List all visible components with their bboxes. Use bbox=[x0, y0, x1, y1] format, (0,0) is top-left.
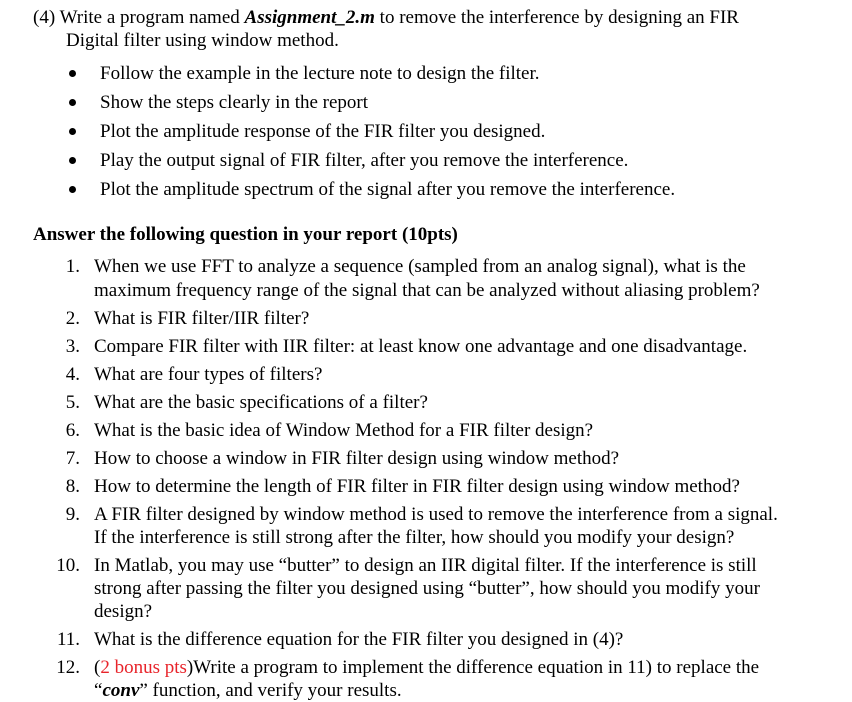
bullet-item: Show the steps clearly in the report bbox=[100, 92, 369, 113]
bonus-close-paren: ) bbox=[186, 657, 194, 678]
bullet-item: Play the output signal of FIR filter, after you remove the interference. bbox=[100, 150, 629, 171]
bullet-dot bbox=[69, 99, 76, 106]
question-number: 7. bbox=[65, 448, 80, 469]
code-function-name: conv bbox=[102, 680, 140, 701]
open-quote: “ bbox=[94, 680, 103, 701]
question-text: A FIR filter designed by window method is used to remove the interference from a signal. bbox=[94, 504, 778, 525]
question-text: What are four types of filters? bbox=[94, 364, 323, 385]
bonus-open-paren: ( bbox=[94, 657, 101, 678]
bullet-dot bbox=[69, 70, 76, 77]
bullet-item: Plot the amplitude spectrum of the signal after you remove the interference. bbox=[100, 179, 676, 200]
question-number: 3. bbox=[65, 336, 80, 357]
question-text: If the interference is still strong after the filter, how should you modify your design? bbox=[94, 527, 735, 548]
question-text: What is the difference equation for the FIR filter you designed in (4)? bbox=[94, 629, 624, 650]
task-filename: Assignment_2.m bbox=[244, 7, 375, 28]
question-text: What are the basic specifications of a filter? bbox=[94, 392, 428, 413]
task-line-1 bbox=[33, 7, 739, 29]
question-number: 2. bbox=[65, 308, 80, 329]
question-number: 9. bbox=[65, 504, 80, 525]
bonus-points-label: 2 bonus pts bbox=[100, 657, 187, 678]
question-text-bonus bbox=[94, 657, 759, 679]
question-number: 10. bbox=[56, 555, 80, 576]
question-number: 5. bbox=[65, 392, 80, 413]
question-number: 1. bbox=[65, 256, 80, 277]
task-number: (4) bbox=[33, 7, 56, 28]
question-text: What is FIR filter/IIR filter? bbox=[94, 308, 310, 329]
question-text: strong after passing the filter you designed using “butter”, how should you modify your bbox=[94, 578, 760, 599]
question-number: 4. bbox=[65, 364, 80, 385]
task-line-2: Digital filter using window method. bbox=[66, 30, 339, 51]
bullet-item: Follow the example in the lecture note to design the filter. bbox=[100, 63, 540, 84]
task-text-suffix: to remove the interference by designing an FIR bbox=[374, 7, 739, 28]
question-text: ” function, and verify your results. bbox=[139, 680, 402, 701]
question-text: In Matlab, you may use “butter” to design an IIR digital filter. If the interference is still bbox=[94, 555, 757, 576]
question-text: Write a program to implement the difference equation in 11) to replace the bbox=[193, 657, 760, 678]
bullet-dot bbox=[69, 186, 76, 193]
task-text-prefix: Write a program named bbox=[59, 7, 245, 28]
question-text: maximum frequency range of the signal that can be analyzed without aliasing problem? bbox=[94, 280, 760, 301]
bullet-dot bbox=[69, 128, 76, 135]
question-text: How to choose a window in FIR filter design using window method? bbox=[94, 448, 620, 469]
section-heading: Answer the following question in your report (10pts) bbox=[33, 224, 458, 245]
question-number: 6. bbox=[65, 420, 80, 441]
bullet-dot bbox=[69, 157, 76, 164]
question-text-code bbox=[94, 680, 402, 702]
question-text: design? bbox=[94, 601, 153, 622]
bullet-item: Plot the amplitude response of the FIR filter you designed. bbox=[100, 121, 546, 142]
question-number: 11. bbox=[56, 629, 80, 650]
question-text: Compare FIR filter with IIR filter: at least know one advantage and one disadvantage. bbox=[94, 336, 748, 357]
question-text: What is the basic idea of Window Method for a FIR filter design? bbox=[94, 420, 594, 441]
question-number: 12. bbox=[56, 657, 80, 678]
question-text: When we use FFT to analyze a sequence (sampled from an analog signal), what is the bbox=[94, 256, 746, 277]
question-number: 8. bbox=[65, 476, 80, 497]
question-text: How to determine the length of FIR filter in FIR filter design using window method? bbox=[94, 476, 740, 497]
